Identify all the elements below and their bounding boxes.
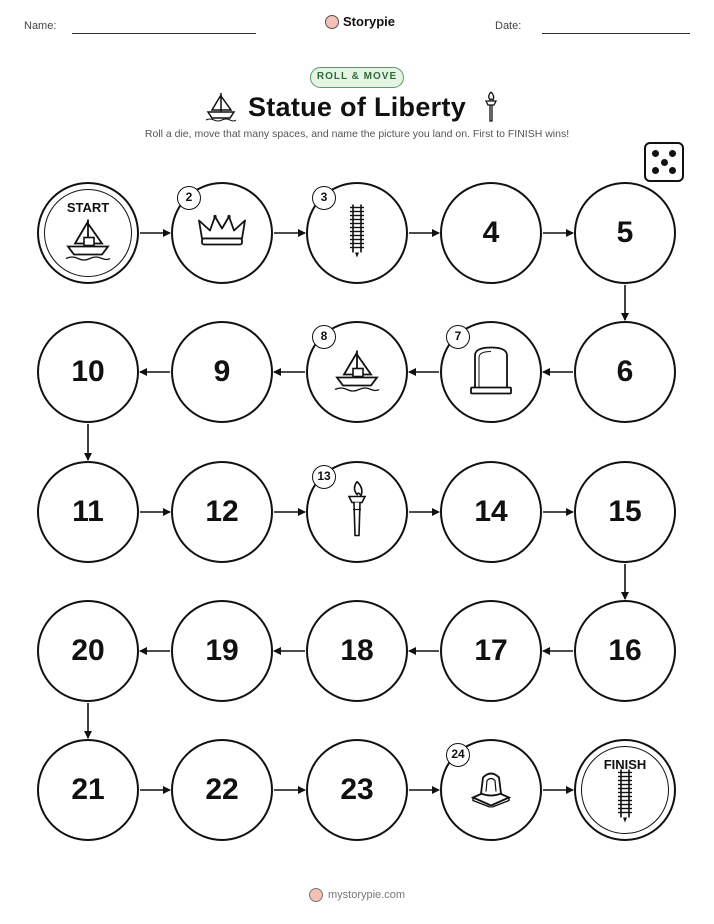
board-space-15 [574, 461, 676, 563]
space-label: START [66, 200, 110, 215]
board-space-17 [440, 600, 542, 702]
board-space-20 [37, 600, 139, 702]
board-space-14 [440, 461, 542, 563]
board-space-22 [171, 739, 273, 841]
board-space-11 [37, 461, 139, 563]
ladder-icon [347, 203, 367, 264]
space-number: 16 [608, 634, 642, 667]
space-number-badge: 13 [312, 465, 336, 489]
space-number: 6 [616, 355, 634, 388]
ladder-icon [615, 767, 635, 828]
space-number: 23 [340, 773, 374, 806]
board-space-1 [37, 182, 139, 284]
board-space-19 [171, 600, 273, 702]
board-space-2 [171, 182, 273, 284]
space-number: 21 [71, 773, 105, 806]
board-space-7 [440, 321, 542, 423]
board-space-5 [574, 182, 676, 284]
brand-name: Storypie [343, 14, 396, 29]
space-number: 11 [72, 495, 104, 528]
space-number: 19 [205, 634, 239, 667]
space-number: 18 [340, 634, 374, 667]
board-space-6 [574, 321, 676, 423]
board-space-23 [306, 739, 408, 841]
board-space-4 [440, 182, 542, 284]
board-space-9 [171, 321, 273, 423]
space-number: 15 [608, 495, 642, 528]
footer [0, 888, 714, 902]
space-number: 22 [205, 773, 239, 806]
space-number-badge: 7 [446, 325, 470, 349]
space-number: 17 [474, 634, 508, 667]
instructions: Roll a die, move that many spaces, and name the picture you land on. First to FINISH wins! [144, 128, 570, 140]
board-space-8 [306, 321, 408, 423]
board-space-10 [37, 321, 139, 423]
board-space-16 [574, 600, 676, 702]
footer-url[interactable]: mystorypie.com [327, 889, 406, 901]
space-number-badge: 2 [177, 186, 201, 210]
torch-icon [344, 480, 370, 545]
board-space-13 [306, 461, 408, 563]
tablet-icon [469, 344, 513, 401]
pedestal-icon [469, 768, 513, 813]
name-label: Name: [24, 20, 57, 32]
space-number: 20 [71, 634, 105, 667]
board-space-21 [37, 739, 139, 841]
storypie-logo-icon [309, 888, 323, 902]
board-space-3 [306, 182, 408, 284]
roll-move-tag: ROLL & MOVE [310, 67, 404, 88]
space-number: 12 [205, 495, 239, 528]
boat-icon [332, 347, 382, 398]
space-number: 5 [616, 216, 634, 249]
board-space-24 [440, 739, 542, 841]
space-number: 14 [474, 495, 508, 528]
page-title: Statue of Liberty [247, 92, 467, 122]
space-number-badge: 8 [312, 325, 336, 349]
board-space-25 [574, 739, 676, 841]
date-label: Date: [495, 20, 522, 32]
space-number: 10 [71, 355, 105, 388]
board-space-12 [171, 461, 273, 563]
space-number-badge: 3 [312, 186, 336, 210]
boat-icon [63, 215, 113, 266]
space-number: 9 [213, 355, 231, 388]
space-number: 4 [482, 216, 500, 249]
space-label: FINISH [603, 757, 647, 772]
space-number-badge: 24 [446, 743, 470, 767]
crown-icon [196, 213, 248, 254]
board-space-18 [306, 600, 408, 702]
